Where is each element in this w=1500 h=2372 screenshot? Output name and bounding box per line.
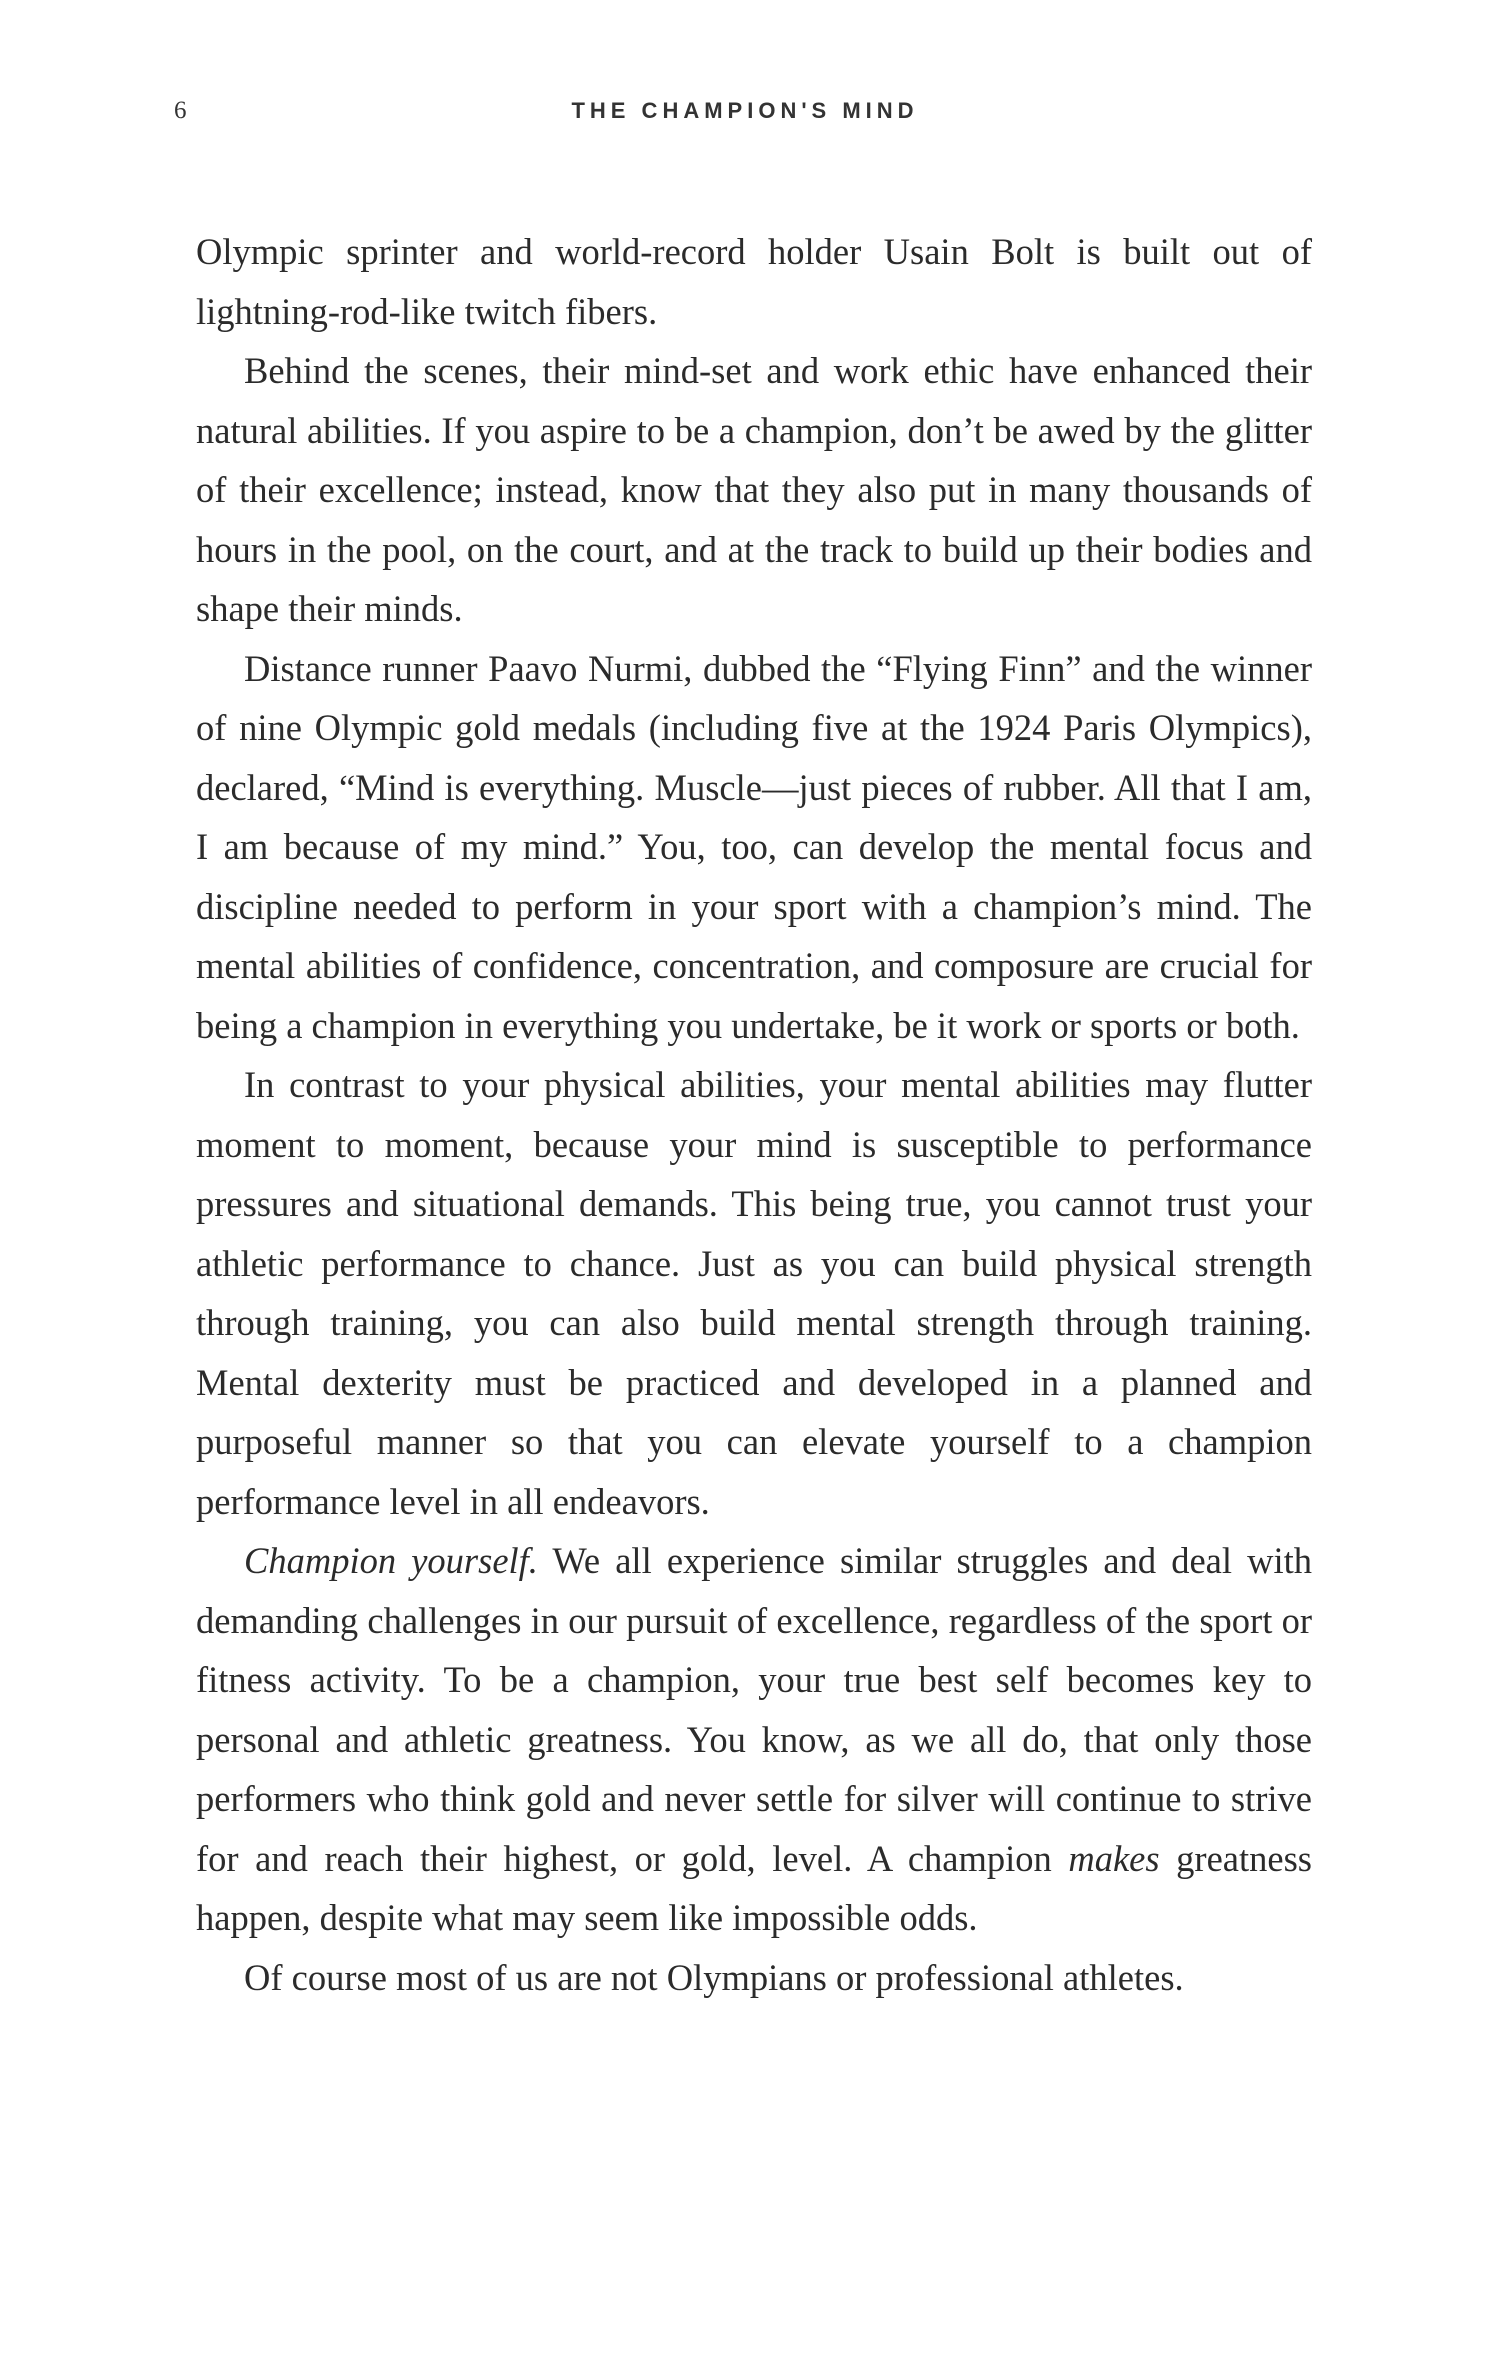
running-title: THE CHAMPION'S MIND: [571, 98, 919, 123]
paragraph-1: Olympic sprinter and world-record holder Usain Bolt is built out of lightning-rod-like twitch fibers.: [196, 231, 1312, 332]
body-text: [196, 222, 1312, 2007]
paragraph-5-text-end: greatness happen, despite what may seem like impossible odds.: [196, 1837, 1312, 1938]
page-number: 6: [174, 97, 187, 124]
running-head: [174, 96, 1316, 126]
paragraph-5: [196, 1531, 1312, 1948]
italic-lead: Champion yourself.: [244, 1540, 538, 1581]
italic-emphasis: makes: [1068, 1837, 1160, 1879]
paragraph-6: Of course most of us are not Olympians or professional athletes.: [244, 1956, 1184, 1998]
paragraph-5-text: We all experience similar struggles and deal with demanding challenges in our pursuit of excellence, regardless of the sport or fitness activity. To be a champion, your true best self becomes key to personal and athletic greatness. You know, as we all do, that only those performers who think gold and never settle for silver will continue to strive for and reach their highest, or gold, level. A champion: [196, 1540, 1313, 1879]
paragraph-2: Behind the scenes, their mind-set and work ethic have enhanced their natural abilities. If you aspire to be a champion, don’t be awed by the glitter of their excellence; instead, know that they also put in many thousands of hours in the pool, on the court, and at the track to build up their bodies and shape their minds.: [196, 350, 1312, 629]
paragraph-3: Distance runner Paavo Nurmi, dubbed the “Flying Finn” and the winner of nine Olympic gold medals (including five at the 1924 Paris Olympics), declared, “Mind is everything. Muscle—just pieces of rubber. All that I am, I am because of my mind.” You, too, can develop the mental focus and discipline needed to perform in your sport with a champion’s mind. The mental abilities of confidence, concentration, and composure are crucial for being a champion in everything you undertake, be it work or sports or both.: [196, 647, 1312, 1046]
paragraph-4: In contrast to your physical abilities, your mental abilities may flutter moment to moment, because your mind is susceptible to performance pressures and situational demands. This being true, you cannot trust your athletic performance to chance. Just as you can build physical strength through training, you can also build mental strength through training. Mental dexterity must be practiced and developed in a planned and purposeful manner so that you can elevate yourself to a champion performance level in all endeavors.: [196, 1064, 1312, 1522]
